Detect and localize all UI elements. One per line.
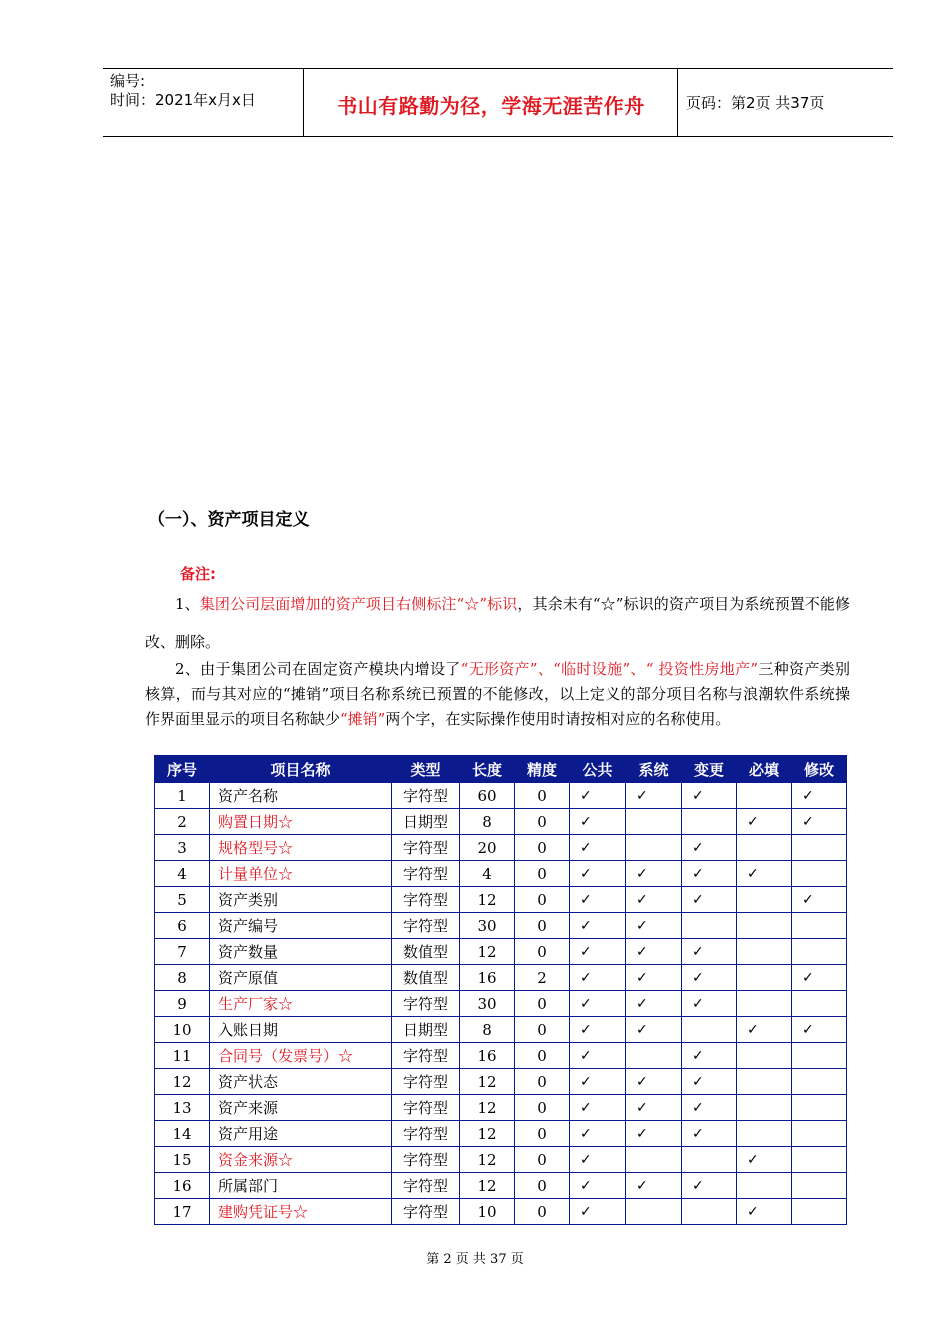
- note-paragraph-1: [145, 585, 850, 661]
- check-mark-icon: ✓: [570, 913, 626, 939]
- item-name: 建购凭证号☆: [210, 1199, 392, 1225]
- check-mark-icon: ✓: [570, 1069, 626, 1095]
- item-name: 资产原值: [210, 965, 392, 991]
- item-length: 4: [460, 861, 515, 887]
- check-mark-icon: ✓: [570, 1043, 626, 1069]
- empty-flag-cell: [792, 1121, 847, 1147]
- check-mark-icon: ✓: [570, 1199, 626, 1225]
- check-mark-icon: ✓: [737, 809, 792, 835]
- table-row: [155, 1199, 847, 1225]
- check-mark-icon: ✓: [682, 939, 737, 965]
- row-number: 9: [155, 991, 210, 1017]
- item-type: 字符型: [392, 1095, 460, 1121]
- check-mark-icon: ✓: [682, 783, 737, 809]
- empty-flag-cell: [737, 835, 792, 861]
- item-length: 12: [460, 1069, 515, 1095]
- notes-label: 备注:: [180, 565, 216, 583]
- check-mark-icon: ✓: [570, 835, 626, 861]
- empty-flag-cell: [792, 1199, 847, 1225]
- note-2-highlight-categories: “无形资产”、“临时设施”、“ 投资性房地产”: [460, 660, 759, 678]
- empty-flag-cell: [682, 913, 737, 939]
- item-type: 字符型: [392, 1199, 460, 1225]
- empty-flag-cell: [737, 991, 792, 1017]
- check-mark-icon: ✓: [570, 809, 626, 835]
- item-precision: 0: [515, 991, 570, 1017]
- item-length: 12: [460, 939, 515, 965]
- item-type: 字符型: [392, 1173, 460, 1199]
- item-length: 12: [460, 1121, 515, 1147]
- column-header: 变更: [682, 756, 737, 783]
- empty-flag-cell: [792, 991, 847, 1017]
- empty-flag-cell: [626, 809, 682, 835]
- item-type: 字符型: [392, 887, 460, 913]
- check-mark-icon: ✓: [570, 783, 626, 809]
- item-name: 资产名称: [210, 783, 392, 809]
- item-precision: 0: [515, 1199, 570, 1225]
- empty-flag-cell: [792, 1173, 847, 1199]
- item-length: 20: [460, 835, 515, 861]
- check-mark-icon: ✓: [570, 965, 626, 991]
- note-2-text-b: 三种资产类别核算，而与其对应的“摊销”项目名称系统已预置的不能修改，以上定义的部分项目名称与浪潮软件系统操作界面里显示的项目名称缺少: [145, 660, 851, 728]
- item-name: 入账日期: [210, 1017, 392, 1043]
- column-header: 类型: [392, 756, 460, 783]
- check-mark-icon: ✓: [737, 1017, 792, 1043]
- note-paragraph-2: [145, 657, 850, 732]
- check-mark-icon: ✓: [626, 1017, 682, 1043]
- check-mark-icon: ✓: [626, 965, 682, 991]
- check-mark-icon: ✓: [626, 913, 682, 939]
- item-length: 12: [460, 1147, 515, 1173]
- empty-flag-cell: [737, 1095, 792, 1121]
- row-number: 2: [155, 809, 210, 835]
- empty-flag-cell: [626, 1199, 682, 1225]
- check-mark-icon: ✓: [570, 939, 626, 965]
- empty-flag-cell: [792, 1069, 847, 1095]
- item-name: 资产来源: [210, 1095, 392, 1121]
- serial-number-label: 编号:: [110, 72, 146, 90]
- row-number: 3: [155, 835, 210, 861]
- check-mark-icon: ✓: [682, 1069, 737, 1095]
- table-row: [155, 965, 847, 991]
- item-length: 12: [460, 1173, 515, 1199]
- item-precision: 0: [515, 1043, 570, 1069]
- check-mark-icon: ✓: [682, 835, 737, 861]
- item-precision: 0: [515, 861, 570, 887]
- empty-flag-cell: [737, 1069, 792, 1095]
- item-type: 数值型: [392, 939, 460, 965]
- check-mark-icon: ✓: [626, 783, 682, 809]
- item-name: 资金来源☆: [210, 1147, 392, 1173]
- item-name: 所属部门: [210, 1173, 392, 1199]
- item-name: 购置日期☆: [210, 809, 392, 835]
- row-number: 15: [155, 1147, 210, 1173]
- empty-flag-cell: [626, 1043, 682, 1069]
- check-mark-icon: ✓: [792, 1017, 847, 1043]
- check-mark-icon: ✓: [570, 991, 626, 1017]
- item-precision: 0: [515, 1121, 570, 1147]
- check-mark-icon: ✓: [737, 1199, 792, 1225]
- row-number: 14: [155, 1121, 210, 1147]
- item-type: 日期型: [392, 1017, 460, 1043]
- column-header: 序号: [155, 756, 210, 783]
- item-length: 30: [460, 991, 515, 1017]
- item-precision: 0: [515, 939, 570, 965]
- header-divider-left: [303, 68, 304, 136]
- empty-flag-cell: [737, 939, 792, 965]
- item-name: 资产类别: [210, 887, 392, 913]
- row-number: 5: [155, 887, 210, 913]
- table-row: [155, 1095, 847, 1121]
- empty-flag-cell: [626, 1147, 682, 1173]
- item-precision: 0: [515, 887, 570, 913]
- item-precision: 0: [515, 1017, 570, 1043]
- check-mark-icon: ✓: [737, 1147, 792, 1173]
- column-header: 长度: [460, 756, 515, 783]
- item-type: 字符型: [392, 835, 460, 861]
- item-length: 8: [460, 809, 515, 835]
- note-1-number: 1、: [175, 595, 200, 613]
- item-precision: 0: [515, 809, 570, 835]
- row-number: 13: [155, 1095, 210, 1121]
- table-row: [155, 913, 847, 939]
- page-info: 页码：第2页 共37页: [686, 94, 825, 112]
- column-header: 修改: [792, 756, 847, 783]
- item-type: 字符型: [392, 1043, 460, 1069]
- check-mark-icon: ✓: [682, 1121, 737, 1147]
- check-mark-icon: ✓: [682, 887, 737, 913]
- note-2-text-c: 两个字，在实际操作使用时请按相对应的名称使用。: [385, 710, 731, 728]
- page-footer: 第 2 页 共 37 页: [426, 1252, 524, 1267]
- empty-flag-cell: [682, 1017, 737, 1043]
- item-type: 字符型: [392, 861, 460, 887]
- item-name: 资产用途: [210, 1121, 392, 1147]
- table-body: [155, 783, 847, 1225]
- item-type: 日期型: [392, 809, 460, 835]
- table-row: [155, 835, 847, 861]
- item-name: 合同号（发票号）☆: [210, 1043, 392, 1069]
- row-number: 6: [155, 913, 210, 939]
- header-divider-right: [677, 68, 678, 136]
- table-row: [155, 783, 847, 809]
- note-1-highlight: 集团公司层面增加的资产项目右侧标注“☆”标识: [199, 595, 518, 613]
- check-mark-icon: ✓: [792, 783, 847, 809]
- item-length: 8: [460, 1017, 515, 1043]
- item-type: 字符型: [392, 913, 460, 939]
- check-mark-icon: ✓: [792, 965, 847, 991]
- table-row: [155, 887, 847, 913]
- column-header: 系统: [626, 756, 682, 783]
- check-mark-icon: ✓: [792, 809, 847, 835]
- table-row: [155, 1017, 847, 1043]
- table-row: [155, 861, 847, 887]
- row-number: 12: [155, 1069, 210, 1095]
- item-name: 资产状态: [210, 1069, 392, 1095]
- section-title: （一）、资产项目定义: [148, 510, 310, 530]
- check-mark-icon: ✓: [682, 1043, 737, 1069]
- row-number: 11: [155, 1043, 210, 1069]
- check-mark-icon: ✓: [570, 861, 626, 887]
- row-number: 7: [155, 939, 210, 965]
- header-bottom-rule: [103, 136, 893, 137]
- check-mark-icon: ✓: [570, 1173, 626, 1199]
- empty-flag-cell: [792, 913, 847, 939]
- empty-flag-cell: [682, 1147, 737, 1173]
- item-name: 资产数量: [210, 939, 392, 965]
- column-header: 项目名称: [210, 756, 392, 783]
- empty-flag-cell: [737, 1043, 792, 1069]
- header-top-rule: [103, 68, 893, 69]
- row-number: 4: [155, 861, 210, 887]
- check-mark-icon: ✓: [570, 1017, 626, 1043]
- item-length: 16: [460, 1043, 515, 1069]
- empty-flag-cell: [626, 835, 682, 861]
- check-mark-icon: ✓: [682, 861, 737, 887]
- column-header: 精度: [515, 756, 570, 783]
- row-number: 1: [155, 783, 210, 809]
- item-length: 12: [460, 887, 515, 913]
- check-mark-icon: ✓: [570, 1147, 626, 1173]
- row-number: 17: [155, 1199, 210, 1225]
- table-row: [155, 1173, 847, 1199]
- empty-flag-cell: [792, 835, 847, 861]
- row-number: 10: [155, 1017, 210, 1043]
- check-mark-icon: ✓: [570, 887, 626, 913]
- empty-flag-cell: [682, 1199, 737, 1225]
- column-header: 必填: [737, 756, 792, 783]
- empty-flag-cell: [737, 913, 792, 939]
- item-length: 12: [460, 1095, 515, 1121]
- table-row: [155, 991, 847, 1017]
- asset-items-table: [154, 755, 847, 1225]
- table-row: [155, 1043, 847, 1069]
- item-precision: 0: [515, 1147, 570, 1173]
- row-number: 16: [155, 1173, 210, 1199]
- item-length: 30: [460, 913, 515, 939]
- check-mark-icon: ✓: [737, 861, 792, 887]
- table-row: [155, 1121, 847, 1147]
- check-mark-icon: ✓: [682, 991, 737, 1017]
- table-row: [155, 1069, 847, 1095]
- check-mark-icon: ✓: [792, 887, 847, 913]
- item-precision: 0: [515, 1173, 570, 1199]
- header-motto: 书山有路勤为径，学海无涯苦作舟: [337, 94, 645, 118]
- empty-flag-cell: [792, 861, 847, 887]
- note-2-text-a: 2、由于集团公司在固定资产模块内增设了: [175, 660, 461, 678]
- check-mark-icon: ✓: [626, 887, 682, 913]
- item-name: 规格型号☆: [210, 835, 392, 861]
- note-2-highlight-amortization: “摊销”: [340, 710, 386, 728]
- check-mark-icon: ✓: [626, 1069, 682, 1095]
- check-mark-icon: ✓: [626, 991, 682, 1017]
- check-mark-icon: ✓: [682, 965, 737, 991]
- item-precision: 2: [515, 965, 570, 991]
- table-row: [155, 1147, 847, 1173]
- item-precision: 0: [515, 1069, 570, 1095]
- empty-flag-cell: [737, 783, 792, 809]
- item-precision: 0: [515, 913, 570, 939]
- empty-flag-cell: [792, 1095, 847, 1121]
- check-mark-icon: ✓: [626, 1121, 682, 1147]
- row-number: 8: [155, 965, 210, 991]
- item-name: 计量单位☆: [210, 861, 392, 887]
- item-length: 60: [460, 783, 515, 809]
- empty-flag-cell: [737, 1173, 792, 1199]
- empty-flag-cell: [737, 965, 792, 991]
- table-row: [155, 939, 847, 965]
- item-length: 10: [460, 1199, 515, 1225]
- empty-flag-cell: [737, 887, 792, 913]
- date-label: 时间：2021年x月x日: [110, 91, 256, 109]
- empty-flag-cell: [682, 809, 737, 835]
- item-type: 字符型: [392, 1121, 460, 1147]
- item-type: 字符型: [392, 1069, 460, 1095]
- empty-flag-cell: [792, 939, 847, 965]
- item-precision: 0: [515, 1095, 570, 1121]
- empty-flag-cell: [792, 1147, 847, 1173]
- table-row: [155, 809, 847, 835]
- item-name: 资产编号: [210, 913, 392, 939]
- check-mark-icon: ✓: [626, 861, 682, 887]
- item-precision: 0: [515, 783, 570, 809]
- check-mark-icon: ✓: [682, 1095, 737, 1121]
- check-mark-icon: ✓: [626, 1095, 682, 1121]
- table-header-row: [155, 756, 847, 783]
- item-type: 数值型: [392, 965, 460, 991]
- check-mark-icon: ✓: [682, 1173, 737, 1199]
- item-name: 生产厂家☆: [210, 991, 392, 1017]
- column-header: 公共: [570, 756, 626, 783]
- item-length: 16: [460, 965, 515, 991]
- check-mark-icon: ✓: [626, 1173, 682, 1199]
- check-mark-icon: ✓: [570, 1095, 626, 1121]
- item-type: 字符型: [392, 1147, 460, 1173]
- check-mark-icon: ✓: [626, 939, 682, 965]
- item-type: 字符型: [392, 991, 460, 1017]
- check-mark-icon: ✓: [570, 1121, 626, 1147]
- empty-flag-cell: [737, 1121, 792, 1147]
- item-type: 字符型: [392, 783, 460, 809]
- item-precision: 0: [515, 835, 570, 861]
- empty-flag-cell: [792, 1043, 847, 1069]
- note-1-text: ，其余未有“☆”标识的资产项目为系统预置不能修改、删除。: [145, 595, 851, 651]
